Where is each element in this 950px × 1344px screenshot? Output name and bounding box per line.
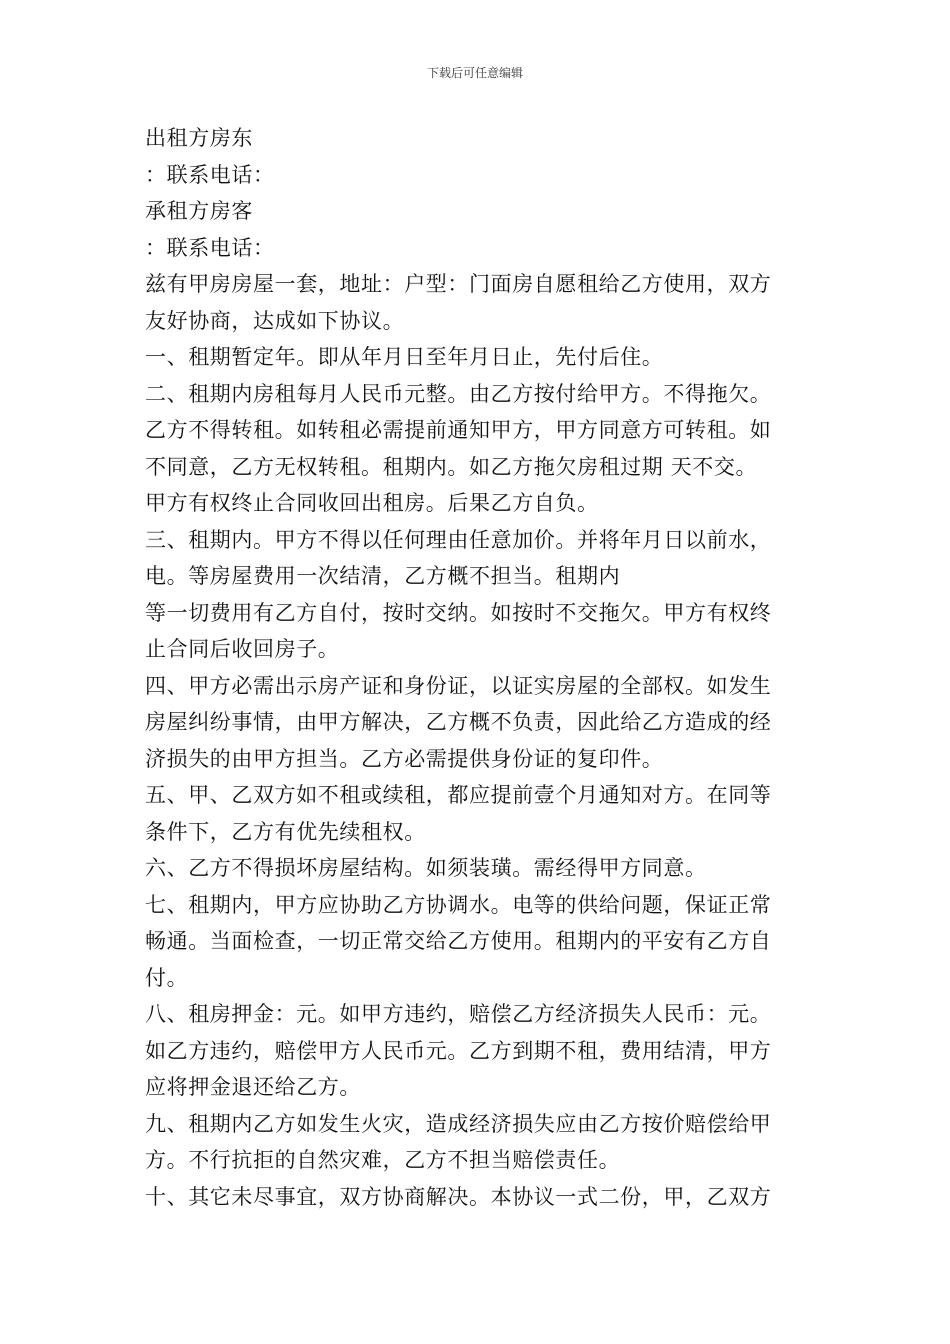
text-line: 畅通。当面检查，一切正常交给乙方使用。租期内的平安有乙方自 bbox=[145, 929, 772, 953]
text-line: ：联系电话： bbox=[145, 162, 275, 187]
text-line: 出租方房东 bbox=[145, 126, 253, 150]
text-line: 不同意，乙方无权转租。租期内。如乙方拖欠房租过期 天不交。 bbox=[145, 454, 758, 479]
text-line: ：联系电话： bbox=[145, 235, 275, 260]
text-line: 电。等房屋费用一次结清，乙方概不担当。租期内 bbox=[145, 564, 621, 588]
page-header: 下载后可任意编辑 bbox=[426, 66, 523, 80]
text-line: 济损失的由甲方担当。乙方必需提供身份证的复印件。 bbox=[145, 746, 664, 771]
text-line: 方。不行抗拒的自然灾难，乙方不担当赔偿责任。 bbox=[145, 1148, 621, 1172]
text-line: 五、甲、乙双方如不租或续租，都应提前壹个月通知对方。在同等 bbox=[145, 783, 772, 807]
text-line: 三、租期内。甲方不得以任何理由任意加价。并将年月日以前水， bbox=[145, 527, 772, 552]
text-line: 九、租期内乙方如发生火灾，造成经济损失应由乙方按价赔偿给甲 bbox=[145, 1111, 772, 1136]
text-line: 承租方房客 bbox=[145, 199, 253, 223]
text-line: 四、甲方必需出示房产证和身份证，以证实房屋的全部权。如发生 bbox=[145, 673, 772, 698]
text-line: 乙方不得转租。如转租必需提前通知甲方，甲方同意方可转租。如 bbox=[145, 418, 772, 442]
text-line: 七、租期内，甲方应协助乙方协调水。电等的供给问题，保证正常 bbox=[145, 892, 772, 917]
text-line: 付。 bbox=[145, 965, 189, 990]
text-line: 十、其它未尽事宜，双方协商解决。本协议一式二份，甲，乙双方 bbox=[145, 1184, 772, 1209]
text-line: 友好协商，达成如下协议。 bbox=[145, 308, 405, 333]
text-line: 八、租房押金：元。如甲方违约，赔偿乙方经济损失人民币：元。 bbox=[145, 1002, 772, 1026]
text-line: 甲方有权终止合同收回出租房。后果乙方自负。 bbox=[145, 491, 599, 515]
text-line: 等一切费用有乙方自付，按时交纳。如按时不交拖欠。甲方有权终 bbox=[145, 600, 772, 625]
document-body bbox=[145, 120, 815, 1215]
text-line: 止合同后收回房子。 bbox=[145, 637, 340, 661]
text-line: 二、租期内房租每月人民币元整。由乙方按付给甲方。不得拖欠。 bbox=[145, 381, 772, 406]
text-line: 一、租期暂定年。即从年月日至年月日止，先付后住。 bbox=[145, 345, 664, 369]
text-line: 房屋纠纷事情，由甲方解决，乙方概不负责，因此给乙方造成的经 bbox=[145, 710, 772, 734]
text-line: 条件下，乙方有优先续租权。 bbox=[145, 819, 426, 844]
text-line: 兹有甲房房屋一套，地址：户型：门面房自愿租给乙方使用，双方 bbox=[145, 272, 772, 296]
text-line: 六、乙方不得损坏房屋结构。如须装璜。需经得甲方同意。 bbox=[145, 856, 707, 880]
text-line: 如乙方违约，赔偿甲方人民币元。乙方到期不租，费用结清，甲方 bbox=[145, 1038, 772, 1063]
text-line: 应将押金退还给乙方。 bbox=[145, 1075, 361, 1099]
